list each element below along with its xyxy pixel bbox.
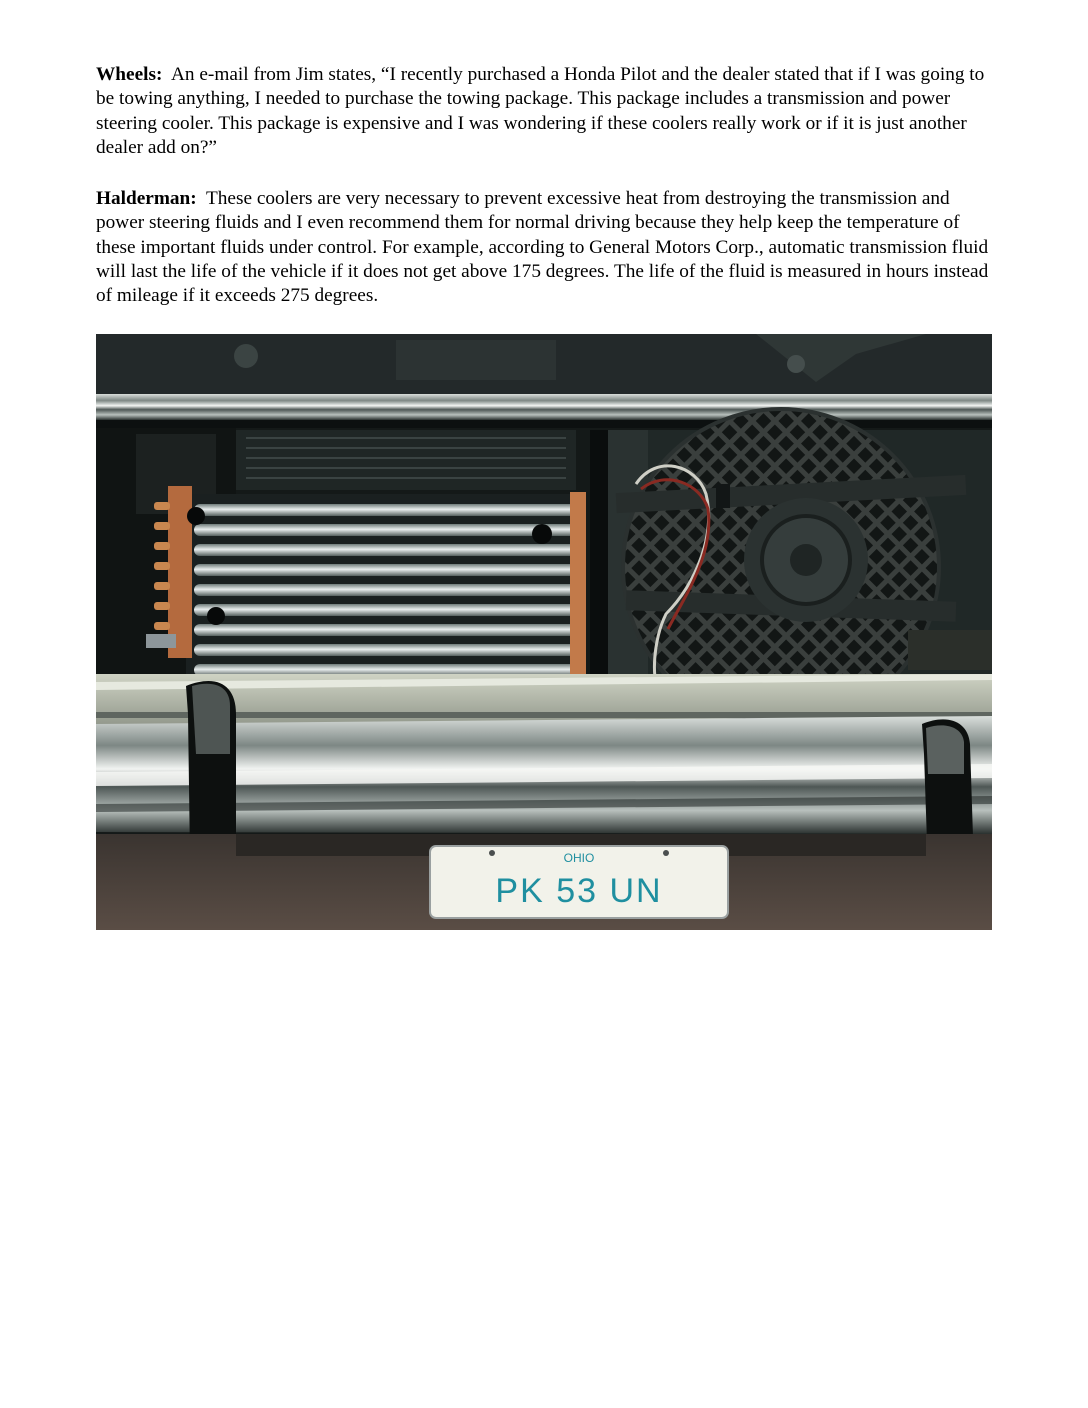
cooler-photo [96, 334, 992, 930]
license-plate [430, 846, 728, 918]
paragraph-question [96, 63, 996, 160]
speaker-label: Halderman: [96, 188, 197, 209]
paragraph-answer [96, 187, 996, 308]
speaker-label: Wheels: [96, 64, 163, 85]
paragraph-text: These coolers are very necessary to prevent excessive heat from destroying the transmission and power steering fluids and I even recommend them for normal driving because they help keep the temperature of these important fluids under control. For example, according to General Motors Corp., automatic transmission fluid will last the life of the vehicle if it does not get above 175 degrees. The life of the fluid is measured in hours instead of mileage if it exceeds 275 degrees. [96, 188, 989, 307]
paragraph-text: An e-mail from Jim states, “I recently purchased a Honda Pilot and the dealer stated that if I was going to be towing anything, I needed to purchase the towing package. This package includes a transmission and power steering cooler. This package is expensive and I was wondering if these coolers really work or if it is just another dealer add on?” [96, 64, 985, 158]
plate-state-text: OHIO [563, 851, 595, 865]
plate-number-text: PK 53 UN [495, 872, 663, 910]
